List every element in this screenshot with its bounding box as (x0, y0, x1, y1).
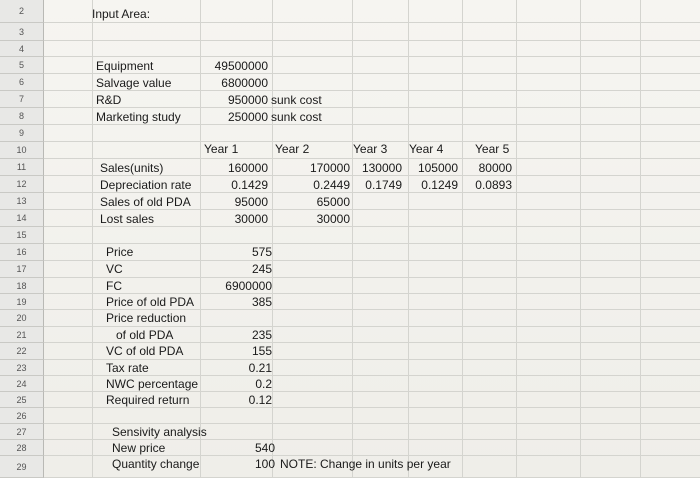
salvage-value[interactable]: 6800000 (221, 76, 268, 90)
marketing-label: Marketing study (96, 110, 181, 124)
vc-old-label: VC of old PDA (106, 344, 184, 358)
price-reduction-label: Price reduction (106, 311, 187, 325)
column-gridline (640, 0, 641, 478)
salvage-label: Salvage value (96, 76, 172, 90)
row-gridline (44, 56, 700, 57)
rd-label: R&D (96, 93, 122, 107)
qty-change-value[interactable]: 100 (255, 457, 276, 471)
year-5-header: Year 5 (475, 142, 510, 156)
sales-old-label: Sales of old PDA (100, 195, 191, 209)
req-return-label: Required return (106, 393, 190, 407)
row-header[interactable]: 2 (0, 0, 44, 23)
row-header[interactable]: 6 (0, 74, 44, 91)
rd-value[interactable]: 950000 (227, 93, 268, 107)
row-header[interactable]: 26 (0, 408, 44, 424)
new-price-label: New price (112, 441, 166, 455)
price-label: Price (106, 245, 134, 259)
marketing-value[interactable]: 250000 (227, 110, 268, 124)
sales-units-y1[interactable]: 160000 (227, 161, 268, 175)
sales-units-label: Sales(units) (100, 161, 164, 175)
year-3-header: Year 3 (353, 142, 388, 156)
tax-label: Tax rate (106, 361, 149, 375)
depreciation-y2[interactable]: 0.2449 (313, 178, 350, 192)
nwc-value[interactable]: 0.2 (255, 377, 272, 391)
nwc-label: NWC percentage (106, 377, 199, 391)
row-header[interactable]: 22 (0, 343, 44, 360)
row-header[interactable]: 10 (0, 142, 44, 159)
vc-old-value[interactable]: 155 (251, 344, 272, 358)
row-header[interactable]: 23 (0, 360, 44, 376)
lost-sales-label: Lost sales (100, 212, 155, 226)
price-old-value[interactable]: 385 (251, 295, 272, 309)
column-gridline (408, 0, 409, 478)
depreciation-y1[interactable]: 0.1429 (231, 178, 268, 192)
input-area-title: Input Area: (92, 7, 151, 21)
row-gridline (44, 107, 700, 108)
column-gridline (462, 0, 463, 478)
row-header[interactable]: 11 (0, 159, 44, 176)
sales-units-y2[interactable]: 170000 (309, 161, 350, 175)
year-1-header: Year 1 (204, 142, 239, 156)
tax-value[interactable]: 0.21 (248, 361, 272, 375)
lost-sales-y1[interactable]: 30000 (234, 212, 268, 226)
column-gridline (516, 0, 517, 478)
row-header[interactable]: 12 (0, 176, 44, 193)
row-header[interactable]: 13 (0, 193, 44, 210)
depreciation-y4[interactable]: 0.1249 (421, 178, 458, 192)
column-gridline (272, 0, 273, 478)
vc-label: VC (106, 262, 123, 276)
qty-change-note: NOTE: Change in units per year (280, 457, 451, 471)
new-price-value[interactable]: 540 (255, 441, 276, 455)
row-header[interactable]: 9 (0, 125, 44, 142)
of-old-label: of old PDA (116, 328, 174, 342)
sales-units-y4[interactable]: 105000 (417, 161, 458, 175)
row-header[interactable]: 24 (0, 376, 44, 392)
depreciation-label: Depreciation rate (100, 178, 192, 192)
fc-value[interactable]: 6900000 (225, 279, 272, 293)
row-header[interactable]: 15 (0, 227, 44, 244)
equipment-label: Equipment (96, 59, 154, 73)
row-header[interactable]: 14 (0, 210, 44, 227)
row-gridline (44, 277, 700, 278)
row-gridline (44, 260, 700, 261)
row-header[interactable]: 17 (0, 261, 44, 278)
vc-value[interactable]: 245 (251, 262, 272, 276)
sales-old-y2[interactable]: 65000 (316, 195, 350, 209)
depreciation-y5[interactable]: 0.0893 (475, 178, 512, 192)
row-header[interactable]: 19 (0, 294, 44, 310)
sales-old-y1[interactable]: 95000 (234, 195, 268, 209)
row-header[interactable]: 18 (0, 278, 44, 294)
equipment-value[interactable]: 49500000 (214, 59, 268, 73)
row-gridline (44, 243, 700, 244)
depreciation-y3[interactable]: 0.1749 (365, 178, 402, 192)
price-old-label: Price of old PDA (106, 295, 195, 309)
row-header[interactable]: 8 (0, 108, 44, 125)
price-value[interactable]: 575 (251, 245, 272, 259)
column-gridline (352, 0, 353, 478)
row-header[interactable]: 29 (0, 456, 44, 478)
year-4-header: Year 4 (409, 142, 444, 156)
row-header[interactable]: 25 (0, 392, 44, 408)
of-old-value[interactable]: 235 (251, 328, 272, 342)
rd-note: sunk cost (271, 93, 322, 107)
req-return-value[interactable]: 0.12 (248, 393, 272, 407)
sales-units-y5[interactable]: 80000 (478, 161, 512, 175)
row-header[interactable]: 27 (0, 424, 44, 440)
row-header[interactable]: 3 (0, 23, 44, 41)
row-header[interactable]: 7 (0, 91, 44, 108)
sensitivity-title: Sensivity analysis (112, 425, 207, 439)
fc-label: FC (106, 279, 122, 293)
column-gridline (92, 0, 93, 478)
marketing-note: sunk cost (271, 110, 322, 124)
row-header[interactable]: 21 (0, 327, 44, 343)
row-header[interactable]: 5 (0, 57, 44, 74)
row-header[interactable]: 16 (0, 244, 44, 261)
row-header[interactable]: 28 (0, 440, 44, 456)
year-2-header: Year 2 (275, 142, 310, 156)
lost-sales-y2[interactable]: 30000 (316, 212, 350, 226)
row-gridline (44, 40, 700, 41)
row-header[interactable]: 20 (0, 310, 44, 327)
sales-units-y3[interactable]: 130000 (361, 161, 402, 175)
column-gridline (580, 0, 581, 478)
row-gridline (44, 158, 700, 159)
qty-change-label: Quantity change (112, 457, 200, 471)
row-header[interactable]: 4 (0, 41, 44, 57)
